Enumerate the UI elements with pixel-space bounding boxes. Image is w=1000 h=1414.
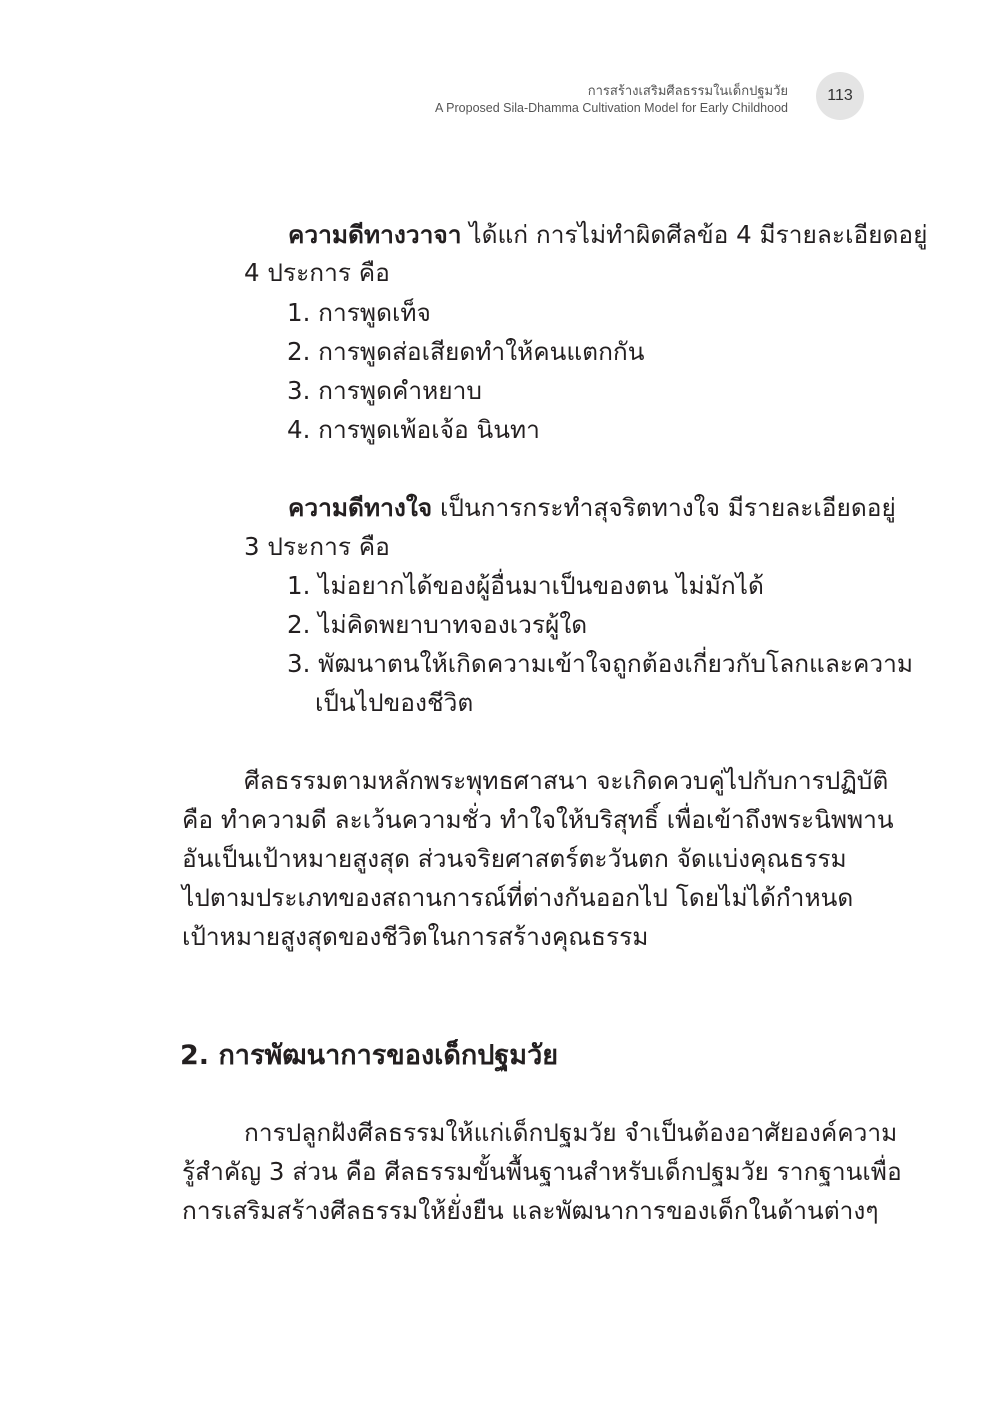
verbal-term: ความดีทางวาจา <box>288 220 462 249</box>
mental-item-3: 3. พัฒนาตนให้เกิดความเข้าใจถูกต้องเกี่ยวกับโลกและความ <box>287 649 914 678</box>
running-head-thai-title: การสร้างเสริมศีลธรรมในเด็กปฐมวัย <box>587 83 788 98</box>
paragraph1-line-5: เป้าหมายสูงสุดของชีวิตในการสร้างคุณธรรม <box>182 922 649 951</box>
mental-intro-continuation: 3 ประการ คือ <box>244 532 390 561</box>
section-heading: 2. การพัฒนาการของเด็กปฐมวัย <box>180 1040 559 1071</box>
verbal-item-1: 1. การพูดเท็จ <box>287 298 431 327</box>
paragraph1-line-4: ไปตามประเภทของสถานการณ์ที่ต่างกันออกไป โดยไม่ได้กำหนด <box>182 883 854 912</box>
paragraph1-line-3: อันเป็นเป้าหมายสูงสุด ส่วนจริยศาสตร์ตะวันตก จัดแบ่งคุณธรรม <box>182 844 847 873</box>
running-head <box>435 82 788 116</box>
mental-intro-text: เป็นการกระทำสุจริตทางใจ มีรายละเอียดอยู่ <box>432 493 896 522</box>
paragraph2-line-2: รู้สำคัญ 3 ส่วน คือ ศีลธรรมขั้นพื้นฐานสำหรับเด็กปฐมวัย รากฐานเพื่อ <box>182 1157 902 1186</box>
verbal-item-4: 4. การพูดเพ้อเจ้อ นินทา <box>287 415 540 444</box>
page-number: 113 <box>816 72 864 120</box>
mental-item-2: 2. ไม่คิดพยาบาทจองเวรผู้ใด <box>287 610 588 639</box>
verbal-item-2: 2. การพูดส่อเสียดทำให้คนแตกกัน <box>287 337 645 366</box>
mental-intro-line <box>288 491 896 525</box>
verbal-item-3: 3. การพูดคำหยาบ <box>287 376 482 405</box>
paragraph2-line-1: การปลูกฝังศีลธรรมให้แก่เด็กปฐมวัย จำเป็นต้องอาศัยองค์ความ <box>244 1118 898 1147</box>
paragraph1-line-2: คือ ทำความดี ละเว้นความชั่ว ทำใจให้บริสุทธิ์ เพื่อเข้าถึงพระนิพพาน <box>182 805 894 834</box>
verbal-intro-line <box>288 218 928 252</box>
mental-item-1: 1. ไม่อยากได้ของผู้อื่นมาเป็นของตน ไม่มักได้ <box>287 571 764 600</box>
mental-item-3-continuation: เป็นไปของชีวิต <box>315 688 474 717</box>
running-head-english-title: A Proposed Sila-Dhamma Cultivation Model for Early Childhood <box>435 101 788 115</box>
paragraph1-line-1: ศีลธรรมตามหลักพระพุทธศาสนา จะเกิดควบคู่ไปกับการปฏิบัติ <box>244 766 889 795</box>
mental-term: ความดีทางใจ <box>288 493 433 522</box>
verbal-intro-continuation: 4 ประการ คือ <box>244 258 390 287</box>
verbal-intro-text: ได้แก่ การไม่ทำผิดศีลข้อ 4 มีรายละเอียดอยู่ <box>461 220 928 249</box>
paragraph2-line-3: การเสริมสร้างศีลธรรมให้ยั่งยืน และพัฒนาการของเด็กในด้านต่างๆ <box>182 1196 879 1225</box>
